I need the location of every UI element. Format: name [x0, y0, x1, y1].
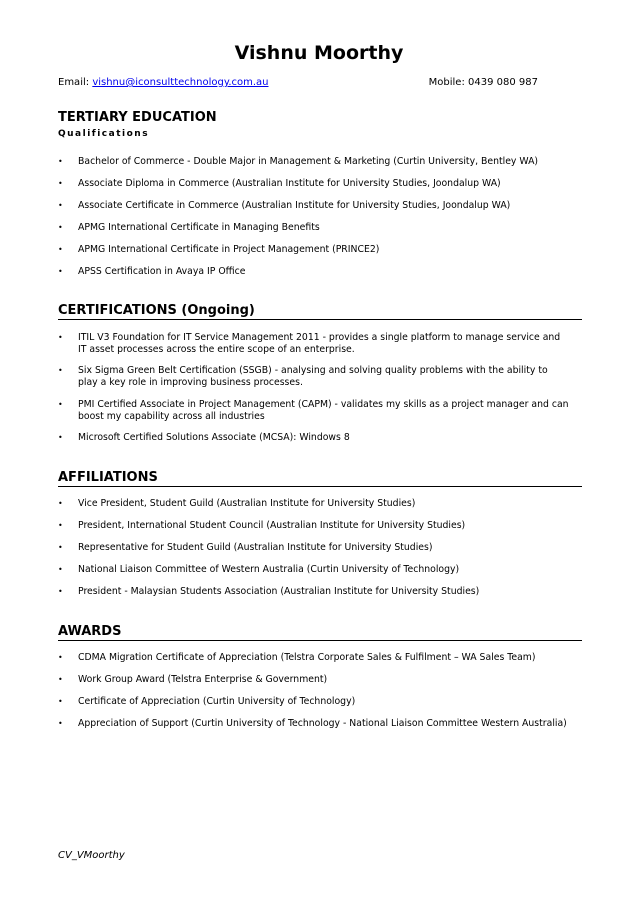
bullet-icon: • — [58, 400, 63, 409]
bullet-icon: • — [58, 223, 63, 232]
section-subtitle-qualifications: Qualifications — [58, 129, 150, 139]
section-title-affiliations: AFFILIATIONS — [58, 470, 582, 487]
section-title-certifications: CERTIFICATIONS (Ongoing) — [58, 303, 582, 320]
list-item-text: CDMA Migration Certificate of Appreciation (Telstra Corporate Sales & Fulfilment – WA Sales Team) — [78, 652, 536, 663]
bullet-icon: • — [58, 653, 63, 662]
list-item-text: President - Malaysian Students Association (Australian Institute for University Studies) — [78, 586, 480, 597]
section-title-awards: AWARDS — [58, 624, 582, 641]
candidate-name: Vishnu Moorthy — [234, 42, 404, 64]
list-item-text: Appreciation of Support (Curtin University of Technology - National Liaison Committee Western Australia) — [78, 718, 567, 729]
list-item-text: APMG International Certificate in Managing Benefits — [78, 222, 320, 233]
email-label: Email: — [58, 77, 90, 88]
list-item-text: APMG International Certificate in Project Management (PRINCE2) — [78, 244, 380, 255]
bullet-icon: • — [58, 565, 63, 574]
bullet-icon: • — [58, 157, 63, 166]
page-footer: CV_VMoorthy — [58, 850, 125, 861]
bullet-icon: • — [58, 587, 63, 596]
list-item-text: Microsoft Certified Solutions Associate (MCSA): Windows 8 — [78, 432, 350, 443]
bullet-icon: • — [58, 675, 63, 684]
list-item-text: Associate Certificate in Commerce (Australian Institute for University Studies, Joondalup WA) — [78, 200, 511, 211]
bullet-icon: • — [58, 521, 63, 530]
list-item-text: APSS Certification in Avaya IP Office — [78, 266, 246, 277]
list-item-text: PMI Certified Associate in Project Management (CAPM) - validates my skills as a project manager and can boost my capability across all industries — [78, 399, 569, 422]
list-item-text: National Liaison Committee of Western Australia (Curtin University of Technology) — [78, 564, 460, 575]
list-item-text: Bachelor of Commerce - Double Major in Management & Marketing (Curtin University, Bentley WA) — [78, 156, 539, 167]
bullet-icon: • — [58, 719, 63, 728]
bullet-icon: • — [58, 201, 63, 210]
list-item-text: Certificate of Appreciation (Curtin University of Technology) — [78, 696, 356, 707]
mobile-line: Mobile: 0439 080 987 — [428, 77, 538, 88]
bullet-icon: • — [58, 267, 63, 276]
bullet-icon: • — [58, 245, 63, 254]
bullet-icon: • — [58, 366, 63, 375]
list-item-text: ITIL V3 Foundation for IT Service Management 2011 - provides a single platform to manage service and IT asset processes across the entire scope of an enterprise. — [78, 332, 561, 355]
section-title-education: TERTIARY EDUCATION — [58, 110, 217, 125]
bullet-icon: • — [58, 499, 63, 508]
email-link[interactable]: vishnu@iconsulttechnology.com.au — [92, 77, 269, 88]
list-item-text: Representative for Student Guild (Australian Institute for University Studies) — [78, 542, 433, 553]
list-item-text: Associate Diploma in Commerce (Australian Institute for University Studies, Joondalup WA) — [78, 178, 501, 189]
email-line — [58, 77, 269, 88]
list-item-text: President, International Student Council (Australian Institute for University Studies) — [78, 520, 466, 531]
bullet-icon: • — [58, 333, 63, 342]
bullet-icon: • — [58, 179, 63, 188]
bullet-icon: • — [58, 433, 63, 442]
list-item-text: Six Sigma Green Belt Certification (SSGB) - analysing and solving quality problems with the ability to play a key role in improving business processes. — [78, 365, 548, 388]
bullet-icon: • — [58, 697, 63, 706]
list-item-text: Work Group Award (Telstra Enterprise & Government) — [78, 674, 328, 685]
bullet-icon: • — [58, 543, 63, 552]
list-item-text: Vice President, Student Guild (Australian Institute for University Studies) — [78, 498, 416, 509]
